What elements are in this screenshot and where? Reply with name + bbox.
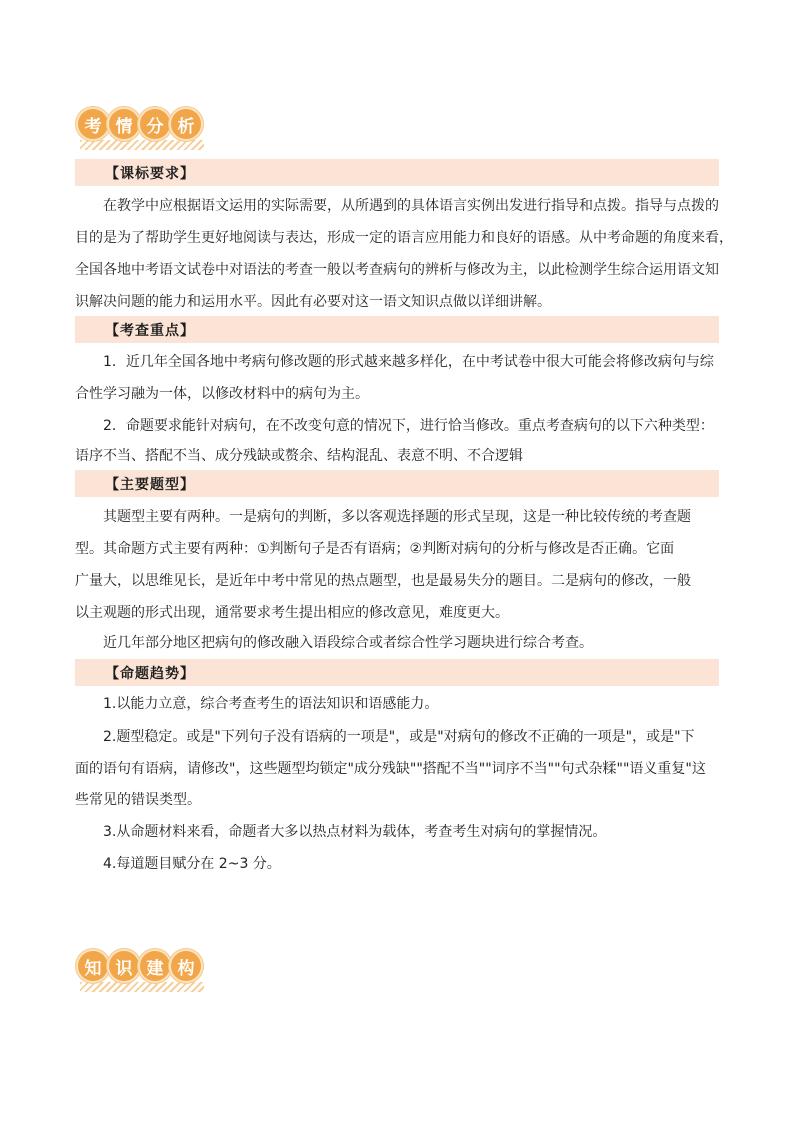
paragraph-line: 2．命题要求能针对病句，在不改变句意的情况下，进行恰当修改。重点考查病句的以下六种类型： bbox=[103, 418, 714, 434]
heading-question-types: 【主要题型】 bbox=[105, 476, 195, 493]
badge-char: 知 bbox=[76, 949, 110, 983]
paragraph-line: 其题型主要有两种。一是病句的判断，多以客观选择题的形式呈现，这是一种比较传统的考查题 bbox=[103, 509, 691, 525]
heading-curriculum: 【课标要求】 bbox=[105, 165, 195, 182]
paragraph-line: 4.每道题目赋分在 2~3 分。 bbox=[103, 856, 281, 872]
paragraph-line: 识解决问题的能力和运用水平。因此有必要对这一语文知识点做以详细讲解。 bbox=[75, 294, 551, 310]
heading-focus: 【考查重点】 bbox=[105, 322, 195, 339]
paragraph-line: 语序不当、搭配不当、成分残缺或赘余、结构混乱、表意不明、不合逻辑 bbox=[75, 448, 523, 464]
paragraph-line: 面的语句有语病，请修改"，这些题型均锁定"成分残缺""搭配不当""词序不当""句式杂糅""语义重复"这 bbox=[75, 761, 706, 777]
paragraph-line: 广量大，以思维见长，是近年中考中常见的热点题型，也是最易失分的题目。二是病句的修改，一般 bbox=[75, 573, 691, 589]
badge-char: 情 bbox=[107, 107, 141, 141]
heading-bar-focus bbox=[75, 316, 719, 343]
badge-char: 识 bbox=[107, 949, 141, 983]
badge-char: 构 bbox=[169, 949, 203, 983]
section-badge-analysis bbox=[76, 107, 200, 141]
heading-bar-curriculum bbox=[75, 159, 719, 186]
badge-char: 分 bbox=[138, 107, 172, 141]
badge-underline-decoration bbox=[80, 140, 204, 150]
paragraph-line: 在教学中应根据语文运用的实际需要，从所遇到的具体语言实例出发进行指导和点拨。指导与点拨的 bbox=[103, 198, 719, 214]
paragraph-line: 3.从命题材料来看，命题者大多以热点材料为载体，考查考生对病句的掌握情况。 bbox=[103, 824, 607, 840]
badge-char: 建 bbox=[138, 949, 172, 983]
heading-bar-question-types bbox=[75, 470, 719, 497]
paragraph-line: 2.题型稳定。或是"下列句子没有语病的一项是"，或是"对病句的修改不正确的一项是"，或是"下 bbox=[103, 729, 695, 745]
paragraph-line: 近几年部分地区把病句的修改融入语段综合或者综合性学习题块进行综合考查。 bbox=[103, 635, 593, 651]
paragraph-line: 1.以能力立意，综合考查考生的语法知识和语感能力。 bbox=[103, 696, 439, 712]
paragraph-line: 1．近几年全国各地中考病句修改题的形式越来越多样化，在中考试卷中很大可能会将修改病句与综 bbox=[103, 354, 714, 370]
badge-char: 考 bbox=[76, 107, 110, 141]
paragraph-line: 合性学习融为一体，以修改材料中的病句为主。 bbox=[75, 386, 369, 402]
paragraph-line: 以主观题的形式出现，通常要求考生提出相应的修改意见，难度更大。 bbox=[75, 605, 509, 621]
section-badge-knowledge bbox=[76, 949, 200, 983]
badge-underline-decoration bbox=[80, 982, 204, 992]
paragraph-line: 全国各地中考语文试卷中对语法的考查一般以考查病句的辨析与修改为主，以此检测学生综合运用语文知 bbox=[75, 262, 719, 278]
heading-bar-trend bbox=[75, 659, 719, 686]
badge-char: 析 bbox=[169, 107, 203, 141]
paragraph-line: 型。其命题方式主要有两种：①判断句子是否有语病；②判断对病句的分析与修改是否正确。它面 bbox=[75, 541, 675, 557]
paragraph-line: 些常见的错误类型。 bbox=[75, 792, 201, 808]
heading-trend: 【命题趋势】 bbox=[105, 665, 195, 682]
paragraph-line: 目的是为了帮助学生更好地阅读与表达，形成一定的语言应用能力和良好的语感。从中考命题的角度来看， bbox=[75, 230, 733, 246]
